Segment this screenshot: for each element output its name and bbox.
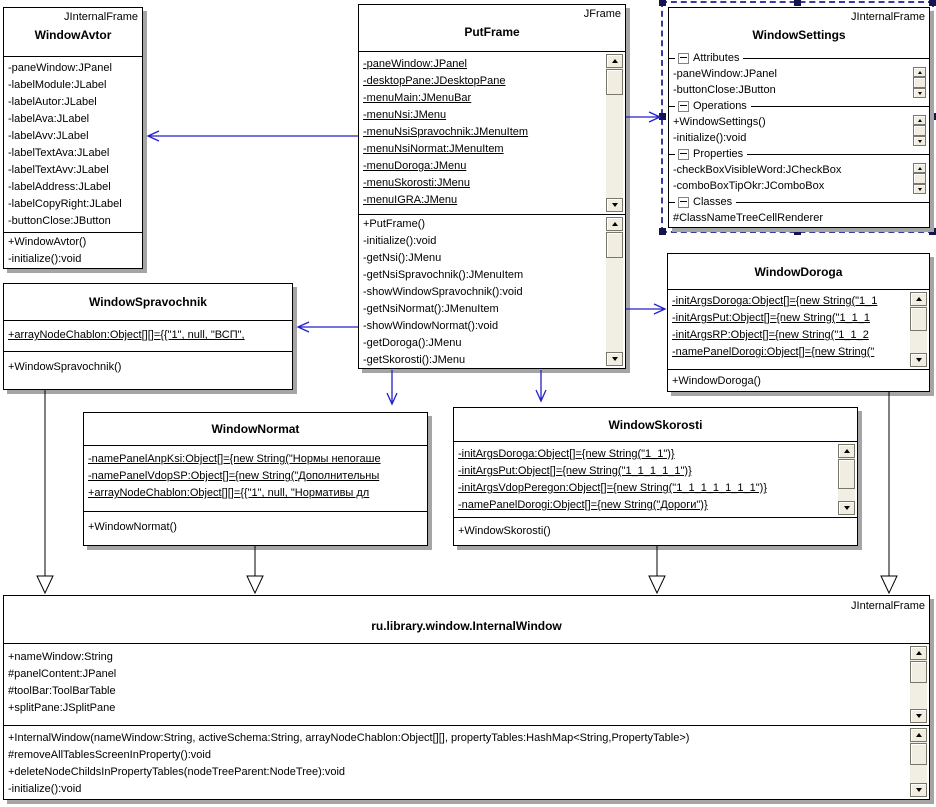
section-classes	[669, 194, 929, 226]
class-name: WindowSettings	[752, 28, 846, 42]
attribute-row: -menuDoroga:JMenu	[363, 160, 467, 172]
attribute-row: -labelAutor:JLabel	[8, 96, 97, 108]
method-row: +PutFrame()	[363, 218, 426, 230]
stereotype-label: JFrame	[583, 8, 621, 20]
generalization-windowdoroga-to-internalwindow[interactable]	[881, 392, 897, 593]
attribute-row: +arrayNodeChablon:Object[][]={{"1", null, "Нормативы дл	[88, 487, 370, 499]
class-title	[4, 596, 929, 643]
scroll-down-icon	[918, 92, 922, 95]
attributes-list	[4, 57, 142, 230]
class-title	[4, 284, 292, 320]
section-label: Attributes	[693, 52, 740, 64]
attribute-row: -labelModule:JLabel	[8, 79, 107, 91]
method-row: +WindowSkorosti()	[458, 525, 551, 537]
minus-glyph	[680, 201, 687, 202]
property-row: -checkBoxVisibleWord:JCheckBox	[673, 164, 842, 176]
scroll-up-button[interactable]	[838, 444, 855, 458]
methods-list	[4, 352, 292, 376]
method-row: -getNsiSpravochnik():JMenuItem	[363, 269, 524, 281]
scroll-down-icon	[612, 357, 618, 361]
section-header	[669, 146, 929, 162]
class-title	[4, 8, 142, 56]
selection-handle[interactable]	[794, 0, 801, 6]
method-row: -getSkorosti():JMenu	[363, 354, 466, 366]
attributes-list	[4, 644, 929, 717]
scroll-up-button[interactable]	[606, 217, 623, 231]
scrollbar-track[interactable]	[910, 331, 927, 353]
section-rule	[747, 154, 929, 155]
operations-list	[669, 114, 929, 146]
dependency-putframe-to-windowskorosti[interactable]	[536, 370, 546, 401]
attribute-row: -labelAvv:JLabel	[8, 130, 89, 142]
attribute-row: #panelContent:JPanel	[8, 668, 117, 680]
scroll-down-button[interactable]	[910, 783, 927, 797]
attribute-row: +arrayNodeChablon:Object[][]={{"1", null, "ВСП",	[8, 329, 245, 341]
generalization-windowskorosti-to-internalwindow[interactable]	[649, 546, 665, 593]
class-box-windowspravochnik[interactable]	[3, 283, 293, 390]
scroll-down-button[interactable]	[913, 88, 926, 98]
attribute-row: +splitPane:JSplitPane	[8, 702, 116, 714]
method-row: -getNsi():JMenu	[363, 252, 442, 264]
scrollbar-track[interactable]	[606, 95, 623, 198]
attributes-compartment	[4, 56, 142, 232]
class-row: #ClassNameTreeCellRenderer	[673, 212, 823, 224]
scroll-up-button[interactable]	[910, 292, 927, 306]
attribute-row: -initArgsRP:Object[]={new String("1_1_2	[672, 329, 869, 341]
stereotype-label: JInternalFrame	[851, 11, 925, 23]
attribute-row: -namePanelAnpKsi:Object[]={new String("Нормы непогаше	[88, 453, 381, 465]
minus-glyph	[680, 57, 687, 58]
minus-glyph	[680, 105, 687, 106]
attributes-list	[359, 52, 625, 209]
attributes-list	[669, 66, 929, 98]
scroll-down-button[interactable]	[910, 709, 927, 723]
scroll-down-icon	[612, 203, 618, 207]
section-body	[669, 66, 929, 98]
attributes-list	[668, 290, 929, 361]
attribute-row: -namePanelDorogi:Object[]={new String("	[672, 346, 875, 358]
scroll-down-icon	[918, 140, 922, 143]
attribute-row: -labelTextAvv:JLabel	[8, 164, 109, 176]
class-name: WindowSkorosti	[608, 417, 703, 432]
attribute-row: +nameWindow:String	[8, 651, 113, 663]
section-rule	[669, 154, 675, 155]
minus-glyph	[680, 153, 687, 154]
attributes-list	[84, 446, 427, 502]
methods-list	[454, 518, 857, 540]
mini-scrollbar[interactable]	[913, 163, 926, 194]
scroll-up-icon	[918, 71, 922, 74]
scroll-up-button[interactable]	[910, 728, 927, 742]
scroll-up-icon	[916, 297, 922, 301]
dependency-putframe-to-windownormat[interactable]	[387, 370, 397, 404]
attribute-row: -labelTextAva:JLabel	[8, 147, 110, 159]
attributes-compartment	[668, 289, 929, 369]
attribute-row: -paneWindow:JPanel	[363, 58, 467, 70]
selection-handle[interactable]	[659, 228, 666, 235]
properties-list	[669, 162, 929, 194]
scrollbar-thumb[interactable]	[913, 77, 926, 88]
class-name: PutFrame	[464, 25, 520, 39]
section-header	[669, 98, 929, 114]
class-box-windowskorosti[interactable]	[453, 407, 858, 546]
method-row: +WindowDoroga()	[672, 375, 761, 387]
attribute-row: -menuMain:JMenuBar	[363, 92, 472, 104]
collapse-icon[interactable]	[678, 101, 689, 112]
attribute-row: -labelAddress:JLabel	[8, 181, 111, 193]
selection-handle[interactable]	[659, 0, 666, 6]
collapse-icon[interactable]	[678, 149, 689, 160]
method-row: -getNsiNormat():JMenuItem	[363, 303, 499, 315]
attribute-row: -initArgsDoroga:Object[]={new String("1_1")}	[458, 448, 675, 460]
operation-row: -initialize():void	[673, 132, 747, 144]
attribute-row: -initArgsPut:Object[]={new String("1_1_1_1_1")}	[458, 465, 692, 477]
dependency-putframe-to-windowavtor[interactable]	[148, 131, 358, 141]
class-box-internalwindow[interactable]	[3, 595, 930, 800]
attribute-row: -menuNsi:JMenu	[363, 109, 447, 121]
scroll-up-icon	[612, 222, 618, 226]
scroll-up-icon	[918, 119, 922, 122]
class-box-windownormat[interactable]	[83, 412, 428, 546]
method-row: -showWindowSpravochnik():void	[363, 286, 523, 298]
section-header	[669, 194, 929, 210]
attribute-row: #toolBar:ToolBarTable	[8, 685, 116, 697]
scrollbar-thumb[interactable]	[910, 307, 927, 331]
method-row: +WindowAvtor()	[8, 236, 87, 248]
scrollbar-track[interactable]	[910, 765, 927, 783]
attribute-row: -menuIGRA:JMenu	[363, 194, 458, 206]
attribute-row: -desktopPane:JDesktopPane	[363, 75, 506, 87]
section-rule	[669, 106, 675, 107]
scroll-down-icon	[844, 506, 850, 510]
scrollbar-track[interactable]	[838, 489, 855, 501]
scroll-up-button[interactable]	[913, 115, 926, 125]
mini-scrollbar[interactable]	[913, 115, 926, 146]
scroll-up-icon	[918, 167, 922, 170]
methods-list	[668, 370, 929, 390]
attribute-row: -initArgsPut:Object[]={new String("1_1_1	[672, 312, 871, 324]
selection-handle[interactable]	[929, 113, 936, 120]
vertical-scrollbar[interactable]	[606, 54, 623, 212]
method-row: +InternalWindow(nameWindow:String, activeSchema:String, arrayNodeChablon:Object[][], propertyTables:HashMap<String,PropertyTable>)	[8, 732, 690, 744]
scrollbar-track[interactable]	[910, 683, 927, 709]
methods-list	[359, 215, 625, 368]
class-title	[84, 413, 427, 445]
section-label: Properties	[693, 148, 744, 160]
methods-list	[84, 512, 427, 536]
scroll-down-button[interactable]	[606, 198, 623, 212]
section-rule	[736, 202, 929, 203]
collapse-icon[interactable]	[678, 53, 689, 64]
scrollbar-thumb[interactable]	[910, 743, 927, 765]
scrollbar-thumb[interactable]	[913, 173, 926, 184]
scroll-down-icon	[916, 714, 922, 718]
vertical-scrollbar[interactable]	[606, 217, 623, 366]
scrollbar-thumb[interactable]	[606, 232, 623, 258]
section-body	[669, 162, 929, 194]
attributes-compartment	[359, 51, 625, 214]
scroll-down-icon	[918, 188, 922, 191]
attribute-row: -namePanelVdopSP:Object[]={new String("Дополнительны	[88, 470, 380, 482]
scroll-down-button[interactable]	[606, 352, 623, 366]
scroll-up-button[interactable]	[606, 54, 623, 68]
operation-row: +WindowSettings()	[673, 116, 766, 128]
class-title	[668, 254, 929, 289]
section-attributes	[669, 50, 929, 98]
attributes-compartment	[454, 441, 857, 517]
dependency-putframe-to-windowspravochnik[interactable]	[298, 322, 358, 332]
methods-compartment	[454, 517, 857, 545]
mini-scrollbar[interactable]	[913, 67, 926, 98]
scrollbar-thumb[interactable]	[606, 69, 623, 95]
attribute-row: -menuNsiNormat:JMenuItem	[363, 143, 504, 155]
attribute-row: -menuSkorosti:JMenu	[363, 177, 470, 189]
collapse-icon[interactable]	[678, 197, 689, 208]
methods-list	[4, 726, 929, 798]
attribute-row: -namePanelDorogi:Object[]={new String("Дороги")}	[458, 499, 708, 511]
method-row: +WindowSpravochnik()	[8, 361, 122, 373]
scrollbar-track[interactable]	[606, 258, 623, 352]
vertical-scrollbar[interactable]	[838, 444, 855, 515]
classes-list	[669, 210, 929, 226]
attribute-row: -paneWindow:JPanel	[8, 62, 112, 74]
class-box-windowsettings[interactable]	[668, 7, 930, 228]
property-row: -comboBoxTipOkr:JComboBox	[673, 180, 825, 192]
dependency-putframe-to-windowsettings[interactable]	[626, 112, 660, 122]
section-body	[669, 114, 929, 146]
selection-handle[interactable]	[659, 113, 666, 120]
methods-compartment	[4, 351, 292, 389]
scrollbar-thumb[interactable]	[910, 661, 927, 683]
method-row: +deleteNodeChildsInPropertyTables(nodeTreeParent:NodeTree):void	[8, 766, 346, 778]
vertical-scrollbar[interactable]	[910, 646, 927, 723]
class-box-windowdoroga[interactable]	[667, 253, 930, 392]
attributes-compartment	[84, 445, 427, 511]
section-rule	[751, 106, 929, 107]
scroll-up-button[interactable]	[910, 646, 927, 660]
attributes-list	[454, 442, 857, 514]
method-row: -initialize():void	[8, 253, 82, 265]
dependency-putframe-to-windowdoroga[interactable]	[626, 304, 665, 314]
scroll-up-icon	[612, 59, 618, 63]
class-name: WindowSpravochnik	[89, 295, 207, 309]
generalization-windownormat-to-internalwindow[interactable]	[247, 546, 263, 593]
generalization-windowspravochnik-to-internalwindow[interactable]	[37, 390, 53, 593]
methods-list	[4, 233, 142, 268]
stereotype-label: JInternalFrame	[64, 11, 138, 23]
vertical-scrollbar[interactable]	[910, 728, 927, 797]
scroll-down-icon	[916, 788, 922, 792]
attribute-row: -labelCopyRight:JLabel	[8, 198, 122, 210]
selection-handle[interactable]	[794, 228, 801, 235]
section-rule	[669, 58, 675, 59]
selection-handle[interactable]	[929, 228, 936, 235]
methods-compartment	[4, 725, 929, 799]
methods-compartment	[84, 511, 427, 545]
attribute-row: -initArgsDoroga:Object[]={new String("1_1	[672, 295, 878, 307]
section-header	[669, 50, 929, 66]
scroll-down-button[interactable]	[910, 353, 927, 367]
class-box-windowavtor[interactable]	[3, 7, 143, 269]
section-body	[669, 210, 929, 226]
scroll-up-button[interactable]	[913, 67, 926, 77]
class-title	[454, 408, 857, 441]
scroll-down-button[interactable]	[913, 184, 926, 194]
method-row: -initialize():void	[363, 235, 437, 247]
class-box-putframe[interactable]	[358, 4, 626, 369]
section-properties	[669, 146, 929, 194]
methods-compartment	[359, 214, 625, 368]
class-title	[359, 5, 625, 51]
scroll-down-button[interactable]	[913, 136, 926, 146]
class-title	[669, 8, 929, 50]
attribute-row: -initArgsVdopPeregon:Object[]={new String("1_1_1_1_1_1_1")}	[458, 482, 767, 494]
class-name: ru.library.window.InternalWindow	[371, 619, 562, 633]
method-row: -showWindowNormat():void	[363, 320, 499, 332]
attribute-row: -labelAva:JLabel	[8, 113, 90, 125]
scroll-up-icon	[916, 733, 922, 737]
attributes-list	[4, 321, 292, 344]
scrollbar-thumb[interactable]	[838, 459, 855, 489]
attribute-row: -paneWindow:JPanel	[673, 68, 777, 80]
section-operations	[669, 98, 929, 146]
attribute-row: -menuNsiSpravochnik:JMenuItem	[363, 126, 529, 138]
scrollbar-thumb[interactable]	[913, 125, 926, 136]
attribute-row: -buttonClose:JButton	[673, 84, 776, 96]
method-row: -initialize():void	[8, 783, 82, 795]
class-name: WindowDoroga	[754, 264, 843, 279]
method-row: #removeAllTablesScreenInProperty():void	[8, 749, 211, 761]
attribute-row: -buttonClose:JButton	[8, 215, 111, 227]
section-rule	[669, 202, 675, 203]
stereotype-label: JInternalFrame	[851, 600, 925, 612]
class-name: WindowAvtor	[34, 28, 112, 42]
vertical-scrollbar[interactable]	[910, 292, 927, 367]
method-row: -getDoroga():JMenu	[363, 337, 462, 349]
methods-compartment	[4, 232, 142, 268]
scroll-down-button[interactable]	[838, 501, 855, 515]
section-label: Operations	[693, 100, 747, 112]
attributes-compartment	[4, 320, 292, 351]
attributes-compartment	[4, 643, 929, 725]
section-rule	[743, 58, 929, 59]
scroll-up-icon	[916, 651, 922, 655]
methods-compartment	[668, 369, 929, 391]
scroll-up-icon	[844, 449, 850, 453]
method-row: +WindowNormat()	[88, 521, 177, 533]
selection-handle[interactable]	[929, 0, 936, 6]
class-name: WindowNormat	[211, 422, 300, 436]
scroll-up-button[interactable]	[913, 163, 926, 173]
scroll-down-icon	[916, 358, 922, 362]
section-label: Classes	[693, 196, 733, 208]
